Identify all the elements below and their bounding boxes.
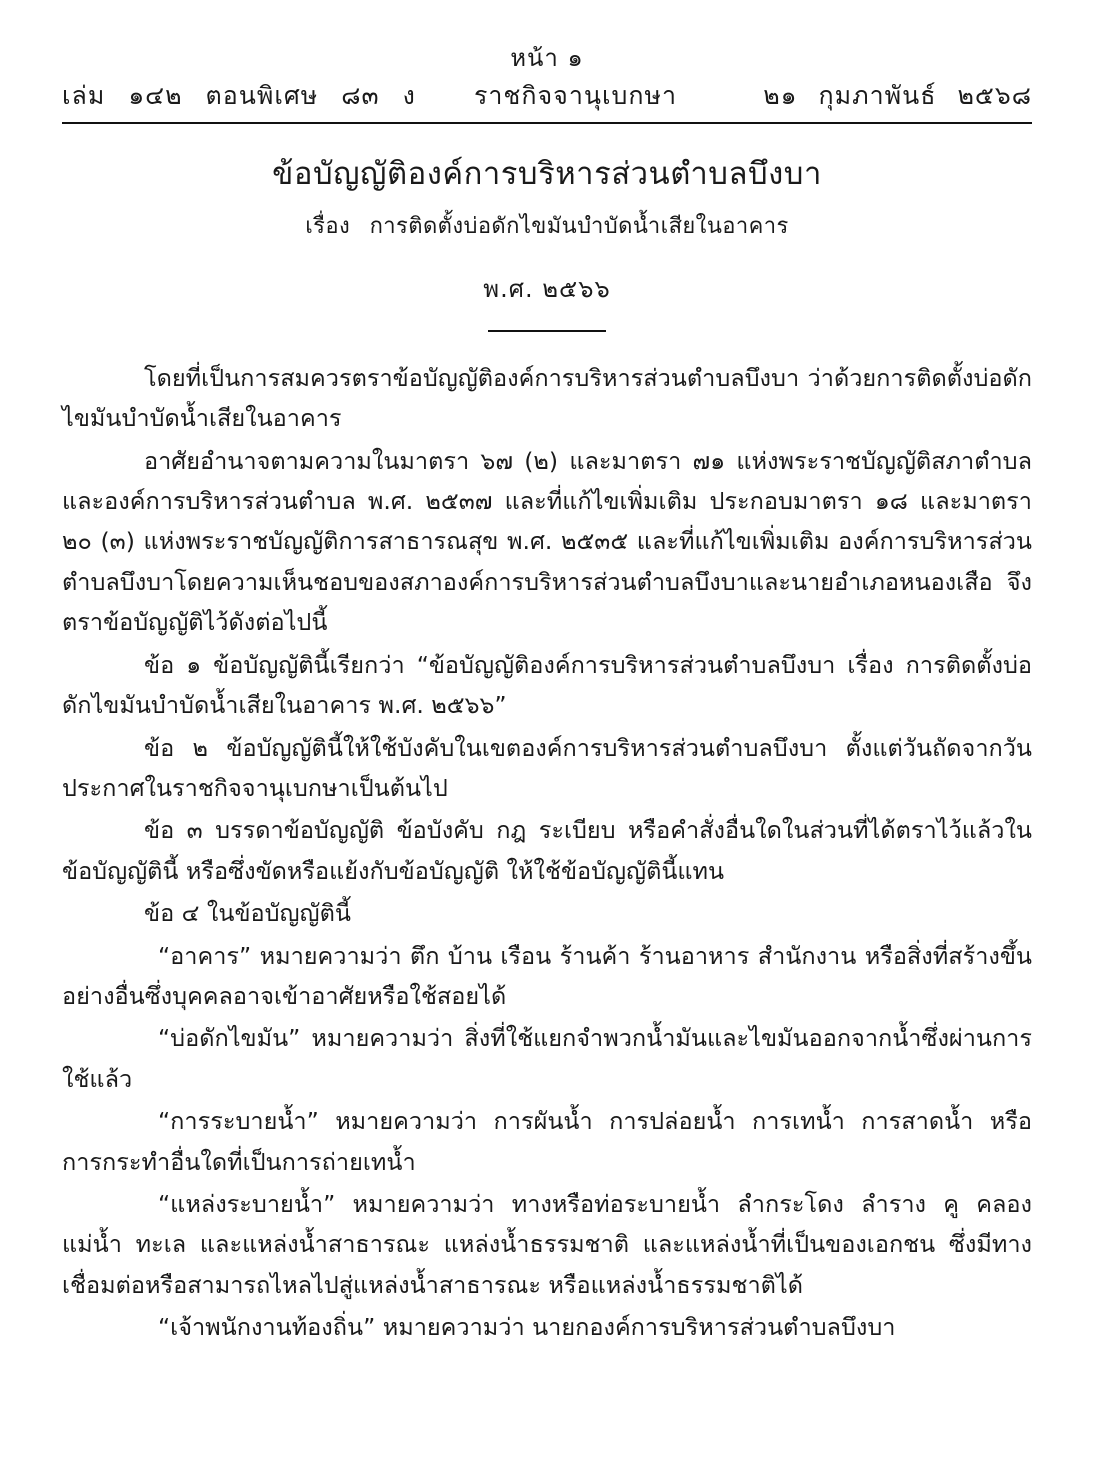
volume-label: เล่ม [62,81,106,110]
paragraph-definition-building: “อาคาร” หมายความว่า ตึก บ้าน เรือน ร้านค้า ร้านอาหาร สำนักงาน หรือสิ่งที่สร้างขึ้นอย่างอื่นซึ่งบุคคลอาจเข้าอาศัยหรือใช้สอยได้ [62,941,1032,1010]
volume-info [62,76,430,116]
subject-lead-label: เรื่อง [305,213,351,239]
paragraph-clause-1: ข้อ ๑ ข้อบัญญัตินี้เรียกว่า “ข้อบัญญัติองค์การบริหารส่วนตำบลบึงบา เรื่อง การติดตั้งบ่อดักไขมันบำบัดน้ำเสียในอาคาร พ.ศ. ๒๕๖๖” [62,650,1032,720]
title-divider [488,330,606,332]
section-label: ตอนพิเศษ [205,81,319,110]
document-body [62,358,1032,1348]
date-day: ๒๑ [763,81,798,110]
paragraph-preamble-1: โดยที่เป็นการสมควรตราข้อบัญญัติองค์การบริหารส่วนตำบลบึงบา ว่าด้วยการติดตั้งบ่อดักไขมันบำบัดน้ำเสียในอาคาร [62,363,1032,433]
date-month: กุมภาพันธ์ [818,81,937,110]
volume-number: ๑๔๒ [128,81,183,110]
subject-text: การติดตั้งบ่อดักไขมันบำบัดน้ำเสียในอาคาร [369,213,789,239]
paragraph-clause-3: ข้อ ๓ บรรดาข้อบัญญัติ ข้อบังคับ กฎ ระเบียบ หรือคำสั่งอื่นใดในส่วนที่ได้ตราไว้แล้วในข้อบัญญัตินี้ หรือซึ่งขัดหรือแย้งกับข้อบัญญัติ ให้ใช้ข้อบัญญัตินี้แทน [62,816,1032,885]
paragraph-definition-local-officer: “เจ้าพนักงานท้องถิ่น” หมายความว่า นายกองค์การบริหารส่วนตำบลบึงบา [158,1313,896,1342]
section-suffix: ง [402,81,416,110]
document-year: พ.ศ. ๒๕๖๖ [483,274,611,303]
gazette-name: ราชกิจจานุเบกษา [473,81,678,110]
page-number-label: หน้า ๑ [510,44,584,72]
masthead-row [62,76,1032,116]
date-year: ๒๕๖๘ [957,81,1032,110]
publication-date [751,76,1032,116]
paragraph-clause-4: ข้อ ๔ ในข้อบัญญัตินี้ [144,899,351,928]
paragraph-preamble-2: อาศัยอำนาจตามความในมาตรา ๖๗ (๒) และมาตรา ๗๑ แห่งพระราชบัญญัติสภาตำบลและองค์การบริหารส่วนตำบล พ.ศ. ๒๕๓๗ และที่แก้ไขเพิ่มเติม ประกอบมาตรา ๑๘ และมาตรา ๒๐ (๓) แห่งพระราชบัญญัติการสาธารณสุข พ.ศ. ๒๕๓๕ และที่แก้ไขเพิ่มเติม องค์การบริหารส่วนตำบลบึงบาโดยความเห็นชอบของสภาองค์การบริหารส่วนตำบลบึงบาและนายอำเภอหนองเสือ จึงตราข้อบัญญัติไว้ดังต่อไปนี้ [62,446,1032,637]
document-subject [62,208,1032,243]
masthead-divider [62,122,1032,124]
paragraph-definition-drainage: “การระบายน้ำ” หมายความว่า การผันน้ำ การปล่อยน้ำ การเทน้ำ การสาดน้ำ หรือการกระทำอื่นใดที่เป็นการถ่ายเทน้ำ [62,1107,1032,1176]
masthead [62,30,1032,126]
section-number: ๘๓ [341,81,380,110]
paragraph-definition-grease-trap: “บ่อดักไขมัน” หมายความว่า สิ่งที่ใช้แยกจำพวกน้ำมันและไขมันออกจากน้ำซึ่งผ่านการใช้แล้ว [62,1024,1032,1093]
paragraph-definition-water-source: “แหล่งระบายน้ำ” หมายความว่า ทางหรือท่อระบายน้ำ ลำกระโดง ลำราง คู คลอง แม่น้ำ ทะเล และแหล่งน้ำสาธารณะ แหล่งน้ำธรรมชาติ และแหล่งน้ำที่เป็นของเอกชน ซึ่งมีทางเชื่อมต่อหรือสามารถไหลไปสู่แหล่งน้ำสาธารณะ หรือแหล่งน้ำธรรมชาติได้ [62,1189,1032,1299]
title-block [62,154,1032,332]
document-title: ข้อบัญญัติองค์การบริหารส่วนตำบลบึงบา [272,156,822,192]
paragraph-clause-2: ข้อ ๒ ข้อบัญญัตินี้ให้ใช้บังคับในเขตองค์การบริหารส่วนตำบลบึงบา ตั้งแต่วันถัดจากวันประกาศในราชกิจจานุเบกษาเป็นต้นไป [62,733,1032,802]
